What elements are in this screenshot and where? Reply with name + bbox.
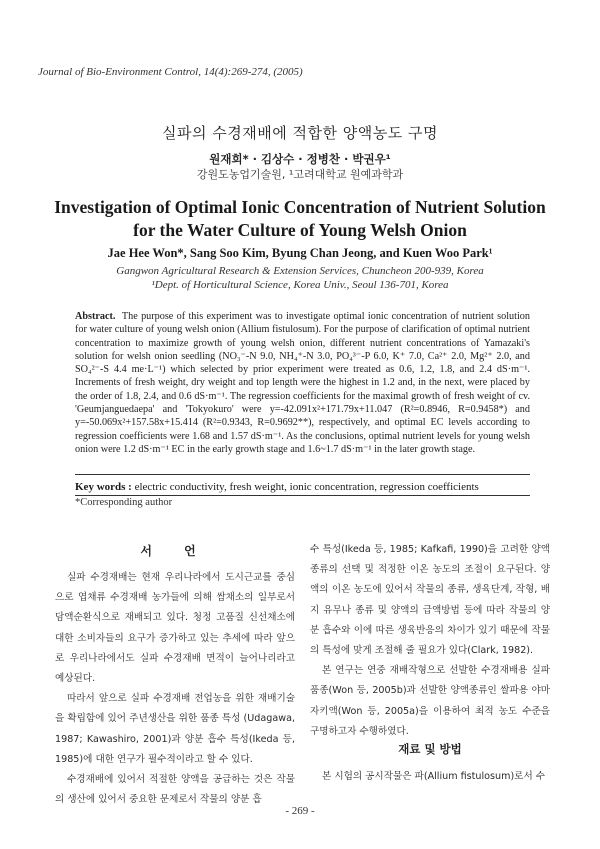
- methods-paragraph-1: 본 시험의 공시작물은 파(Allium fistulosum)로서 수: [322, 771, 546, 782]
- english-authors: Jae Hee Won*, Sang Soo Kim, Byung Chan Jeong, and Kuen Woo Park¹: [107, 246, 493, 260]
- left-paragraph-2: 따라서 앞으로 실파 수경재배 전업농을 위한 재배기술을 확립함에 있어 주년생산을 위한 품종 특성 (Udagawa, 1987; Kawashiro, 2001)과 양분 흡수 특성(Ikeda 등, 1985)에 대한 연구가 필수적이라고 할 수 있다.: [55, 693, 295, 765]
- journal-citation: Journal of Bio-Environment Control, 14(4):269-274, (2005): [38, 66, 303, 78]
- english-title-line2: for the Water Culture of Young Welsh Onion: [133, 220, 467, 240]
- right-column: [310, 540, 550, 742]
- right-paragraph-1: 수 특성(Ikeda 등, 1985; Kafkafi, 1990)을 고려한 양액종류의 선택 및 적정한 이온 농도의 조절이 요구된다. 양액의 이온 농도에 있어서 작물의 종류, 생육단계, 작형, 배지 유무나 종류 및 양액의 급액방법 등에 따라 작물의 양분 흡수와 이에 따른 생육반응의 차이가 있기 때문에 작물의 특성에 맞게 조절해 줄 필요가 있다(Clark, 1982).: [310, 544, 550, 657]
- keywords-text: electric conductivity, fresh weight, ionic concentration, regression coefficients: [134, 481, 479, 493]
- left-column: [55, 568, 295, 810]
- korean-authors: 원재희* · 김상수 · 정병찬 · 박권우¹: [209, 152, 391, 166]
- intro-heading: 서 언: [140, 544, 210, 558]
- left-paragraph-1: 실파 수경재배는 현재 우리나라에서 도시근교를 중심으로 엽채류 수경재배 농가들에 의해 쌈채소의 일부로서 담액순환식으로 재배되고 있다. 청정 고품질 신선채소에 대한 소비자들의 요구가 증가하고 있는 추세에 따라 앞으로 우리나라에서도 실파 수경재배 면적이 늘어나리라고 예상된다.: [55, 572, 295, 685]
- english-title-line1: Investigation of Optimal Ionic Concentration of Nutrient Solution: [54, 197, 546, 217]
- keywords-label: Key words :: [75, 481, 132, 493]
- methods-column: [310, 767, 550, 787]
- abstract-text: The purpose of this experiment was to investigate optimal ionic concentration of nutrient solution for water culture of young welsh onion (Allium fistulosum). For the purpose of clarification of optimal nutrient concentration to maximize growth of young welsh onion, different nutrient concentrations of Yamazaki's solution for welsh onion seedling (NO₃⁻-N 9.0, NH₄⁺-N 3.0, PO₄³⁻-P 6.0, K⁺ 7.0, Ca²⁺ 2.0, Mg²⁺ 2.0, and SO₄²⁻-S 4.4 me·L⁻¹) which selected by prior experiment were treated as 0.6, 1.2, 1.8, and 2.4 dS·m⁻¹. Increments of fresh weight, dry weight and top length were the highest in 1.2 and, in the next, were placed by the order of 1.8, 2.4, and 0.6 dS·m⁻¹. The regression coefficients for the maximal growth of fresh weight of cv. 'Geumjanguedaepa' and 'Tokyokuro' were y=-42.091x²+171.79x+11.047 (R²=0.8946, R=0.9458*) and y=-50.069x²+157.58x+15.414 (R²=0.9343, R=0.9692**), respectively, and optimal EC levels according to regression coefficients were 1.68 and 1.57 dS·m⁻¹. As the conclusions, optimal nutrient levels for young welsh onion were 1.2 dS·m⁻¹ EC in the early growth stage and 1.6~1.7 dS·m⁻¹ in the later growth stage.: [75, 311, 530, 455]
- korean-title: 실파의 수경재배에 적합한 양액농도 구명: [162, 124, 438, 142]
- methods-heading: 재료 및 방법: [398, 742, 462, 756]
- divider-bottom: [75, 495, 530, 496]
- affiliation-line1: Gangwon Agricultural Research & Extension Services, Chuncheon 200-939, Korea: [116, 265, 484, 277]
- corresponding-author: *Corresponding author: [75, 497, 173, 508]
- abstract: [75, 310, 530, 456]
- keywords: [75, 481, 479, 493]
- affiliation-line2: ¹Dept. of Horticultural Science, Korea Univ., Seoul 136-701, Korea: [151, 279, 449, 291]
- divider-top: [75, 474, 530, 475]
- abstract-label: Abstract.: [75, 311, 116, 322]
- right-paragraph-2: 본 연구는 연중 재배작형으로 선발한 수경재배용 실파 품종(Won 등, 2005b)과 선발한 양액종류인 쌀파용 야마자키액(Won 등, 2005a)을 이용하여 최적 농도 수준을 구명하고자 수행하였다.: [310, 665, 550, 737]
- korean-affiliation: 강원도농업기술원, ¹고려대학교 원예과학과: [196, 168, 404, 181]
- page-number: - 269 -: [285, 805, 315, 817]
- english-affiliation: [0, 264, 600, 292]
- left-paragraph-3: 수경재배에 있어서 적절한 양액을 공급하는 것은 작물의 생산에 있어서 중요한 문제로서 작물의 양분 흡: [55, 774, 295, 806]
- english-title: [0, 196, 600, 242]
